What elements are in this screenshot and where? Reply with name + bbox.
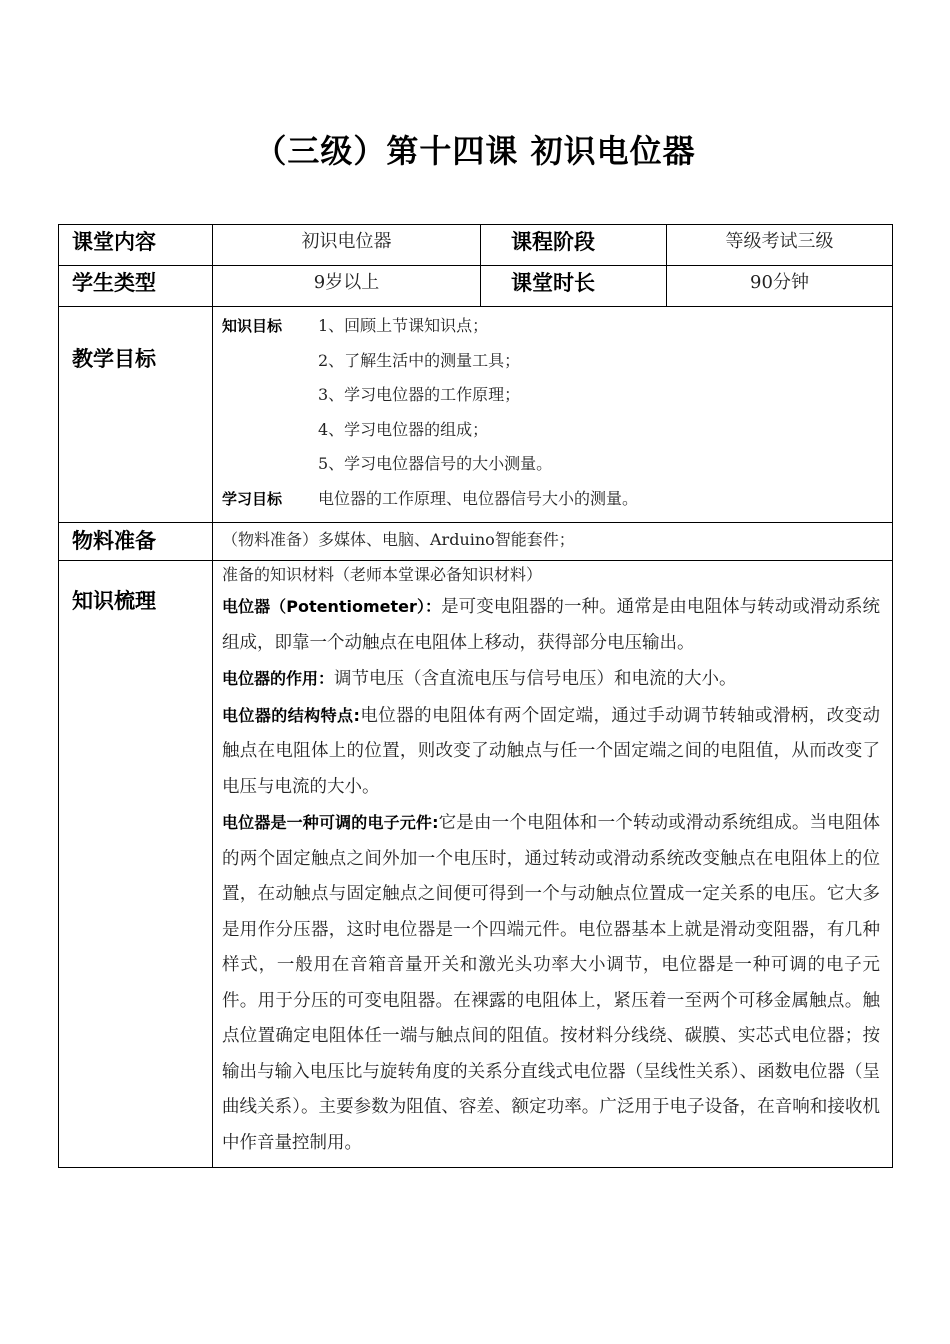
goal-text: 5、学习电位器信号的大小测量。 — [318, 454, 553, 473]
materials-text: （物料准备）多媒体、电脑、Arduino智能套件； — [213, 523, 893, 561]
goals-label: 教学目标 — [59, 307, 213, 523]
student-label: 学生类型 — [59, 266, 213, 307]
row-materials — [59, 523, 893, 561]
duration-label: 课堂时长 — [481, 266, 667, 307]
goals-cell — [213, 307, 893, 523]
goal-text: 1、回顾上节课知识点； — [318, 316, 489, 335]
knowledge-intro: 准备的知识材料（老师本堂课必备知识材料） — [222, 565, 543, 584]
knowledge-paragraph — [222, 661, 880, 698]
term: 电位器（Potentiometer）： — [222, 597, 442, 616]
paragraph-text: 是可变电阻器的一种。通常是由电阻体与转动或滑动系统组成，即靠一个动触点在电阻体上移动，获得部分电压输出。 — [222, 597, 881, 653]
learning-goal-tag: 学习目标 — [222, 489, 283, 508]
learning-goal-text: 电位器的工作原理、电位器信号大小的测量。 — [318, 488, 639, 508]
stage-value: 等级考试三级 — [667, 225, 893, 266]
knowledge-paragraph — [222, 805, 880, 1161]
duration-value: 90分钟 — [667, 266, 893, 307]
knowledge-paragraph — [222, 698, 880, 806]
goal-item — [222, 309, 884, 344]
paragraph-text: 它是由一个电阻体和一个转动或滑动系统组成。当电阻体的两个固定触点之间外加一个电压时，通过转动或滑动系统改变触点在电阻体上的位置，在动触点与固定触点之间便可得到一个与动触点位置成一定关系的电压。它大多是用作分压器，这时电位器是一个四端元件。电位器基本上就是滑动变阻器，有几种样式，一般用在音箱音量开关和激光头功率大小调节，电位器是一种可调的电子元件。用于分压的可变电阻器。在裸露的电阻体上，紧压着一至两个可移金属触点。触点位置确定电阻体任一端与触点间的阻值。按材料分线绕、碳膜、实芯式电位器；按输出与输入电压比与旋转角度的关系分直线式电位器（呈线性关系）、函数电位器（呈曲线关系）。主要参数为阻值、容差、额定功率。广泛用于电子设备，在音响和接收机中作音量控制用。 — [222, 813, 880, 1153]
knowledge-goal-tag: 知识目标 — [222, 317, 283, 335]
stage-label: 课程阶段 — [481, 225, 667, 266]
knowledge-label: 知识梳理 — [59, 561, 213, 1168]
row-knowledge — [59, 561, 893, 1168]
goal-item — [222, 413, 884, 448]
goal-text: 2、了解生活中的测量工具； — [318, 350, 521, 370]
lesson-plan-table — [58, 224, 893, 1168]
learning-goal — [222, 482, 884, 517]
knowledge-cell — [213, 561, 893, 1168]
goal-item — [222, 447, 884, 482]
goal-text: 3、学习电位器的工作原理； — [318, 385, 521, 404]
paragraph-text: 调节电压（含直流电压与信号电压）和电流的大小。 — [334, 669, 737, 689]
row-goals — [59, 307, 893, 523]
materials-label: 物料准备 — [59, 523, 213, 561]
term: 电位器是一种可调的电子元件: — [222, 813, 439, 832]
row-content — [59, 225, 893, 266]
paragraph-text: 电位器的电阻体有两个固定端，通过手动调节转轴或滑柄，改变动触点在电阻体上的位置，则改变了动触点与任一个固定端之间的电阻值，从而改变了电压与电流的大小。 — [222, 705, 881, 797]
term: 电位器的结构特点: — [222, 705, 360, 725]
content-label: 课堂内容 — [59, 225, 213, 266]
goal-text: 4、学习电位器的组成； — [318, 419, 489, 439]
term: 电位器的作用： — [222, 669, 335, 688]
student-value: 9岁以上 — [213, 266, 481, 307]
goal-item — [222, 378, 884, 413]
goal-item — [222, 344, 884, 379]
row-student — [59, 266, 893, 307]
knowledge-paragraph — [222, 589, 880, 661]
page-title: （三级）第十四课 初识电位器 — [254, 132, 696, 170]
content-value: 初识电位器 — [213, 225, 481, 266]
